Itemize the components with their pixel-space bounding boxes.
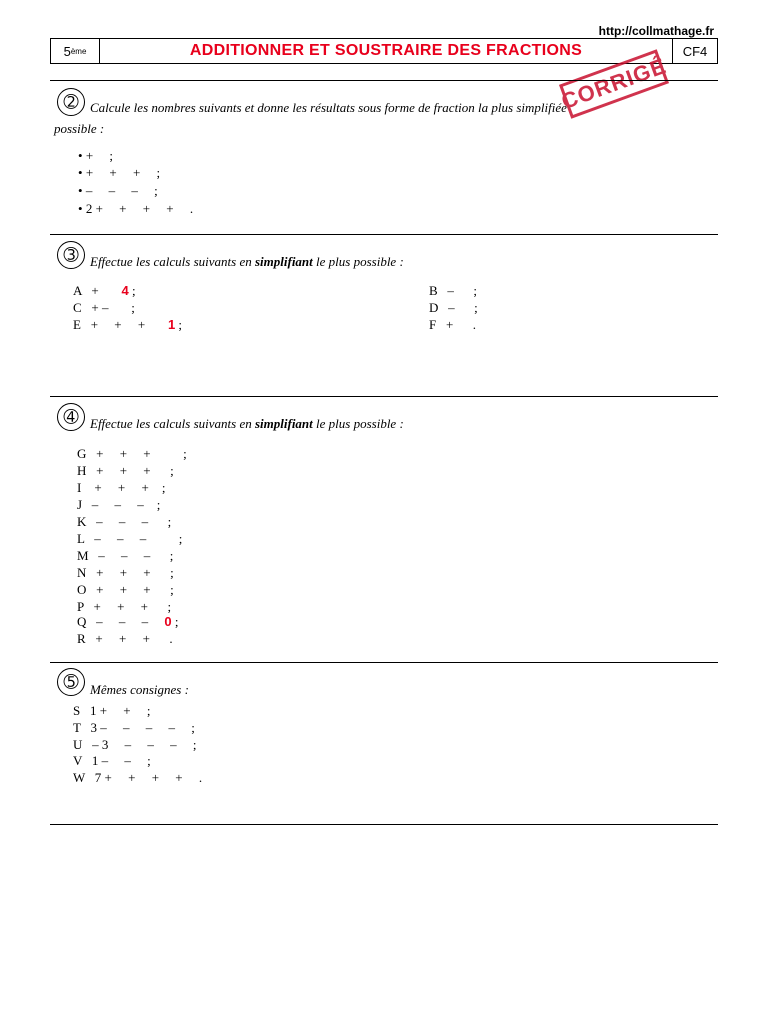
exercise-3-line-d: D – ; bbox=[429, 300, 478, 315]
calc-text: P + + + ; bbox=[77, 599, 172, 614]
exercise-2-instruction-cont: possible : bbox=[54, 121, 105, 136]
grade-number: 5 bbox=[63, 43, 71, 59]
exercise-4-line bbox=[77, 582, 174, 598]
exercise-4-line bbox=[77, 480, 165, 496]
calc-text: M – – – ; bbox=[77, 548, 174, 563]
section-divider bbox=[50, 396, 718, 397]
exercise-4-line bbox=[77, 614, 179, 630]
instruction-keyword: simplifiant bbox=[254, 416, 313, 431]
exercise-4-line bbox=[77, 565, 174, 581]
exercise-2-item: • – – – ; bbox=[78, 183, 158, 199]
site-url[interactable]: http://collmathage.fr bbox=[598, 24, 714, 38]
section-divider bbox=[50, 662, 718, 663]
exercise-2-item: • + + + ; bbox=[78, 165, 160, 181]
worksheet-code: CF4 bbox=[682, 43, 708, 59]
exercise-4-line bbox=[77, 548, 173, 564]
exercise-4-line bbox=[77, 631, 173, 647]
instruction-keyword: simplifiant bbox=[254, 254, 313, 269]
section-divider bbox=[50, 234, 718, 235]
grade-cell bbox=[51, 39, 100, 63]
calc-text: R + + + . bbox=[77, 631, 173, 646]
exercise-4-line bbox=[77, 531, 182, 547]
exercise-5-line: S 1 + + ; bbox=[73, 703, 151, 718]
exercise-5-line: T 3 – – – – ; bbox=[73, 720, 195, 735]
exercise-4-line bbox=[77, 497, 160, 513]
calc-text: E + + + bbox=[73, 317, 168, 332]
exercise-5-line: U – 3 – – – ; bbox=[73, 737, 197, 752]
exercise-5-number: ➄ bbox=[57, 668, 85, 696]
exercise-2-item: • 2 + + + + . bbox=[78, 201, 193, 217]
section-divider bbox=[50, 824, 718, 825]
corrige-stamp-text: CORRIGÉ bbox=[559, 49, 669, 118]
exercise-4-number: ➃ bbox=[57, 403, 85, 431]
corrige-stamp bbox=[554, 53, 670, 115]
instruction-text: Effectue les calculs suivants en bbox=[90, 416, 255, 431]
calc-answer: 4 bbox=[121, 283, 129, 298]
instruction-text: le plus possible : bbox=[312, 254, 404, 269]
instruction-text: Effectue les calculs suivants en bbox=[90, 254, 255, 269]
calc-end: ; bbox=[175, 317, 183, 332]
calc-end: ; bbox=[171, 614, 179, 629]
calc-end: ; bbox=[128, 283, 136, 298]
calc-text: G + + + ; bbox=[77, 446, 187, 461]
exercise-5-line: V 1 – – ; bbox=[73, 753, 151, 768]
calc-text: K – – – ; bbox=[77, 514, 172, 529]
instruction-text: le plus possible : bbox=[312, 416, 404, 431]
exercise-2-number: ➁ bbox=[57, 88, 85, 116]
grade-suffix: ème bbox=[70, 46, 87, 56]
calc-text: J – – – ; bbox=[77, 497, 161, 512]
calc-text: I + + + ; bbox=[77, 480, 166, 495]
exercise-4-line bbox=[77, 463, 174, 479]
exercise-4-line bbox=[77, 446, 187, 462]
exercise-2-item: • + ; bbox=[78, 148, 113, 164]
exercise-5-line: W 7 + + + + . bbox=[73, 770, 203, 785]
section-divider bbox=[50, 80, 718, 81]
calc-text: O + + + ; bbox=[77, 582, 174, 597]
calc-answer: 0 bbox=[164, 614, 172, 629]
exercise-5-instruction: Mêmes consignes : bbox=[90, 682, 189, 697]
exercise-4-instruction bbox=[90, 416, 404, 432]
calc-answer: 1 bbox=[167, 317, 176, 332]
exercise-4-line bbox=[77, 514, 171, 530]
calc-text: H + + + ; bbox=[77, 463, 174, 478]
exercise-3-instruction bbox=[90, 254, 404, 270]
exercise-4-line bbox=[77, 599, 171, 615]
exercise-3-line-a bbox=[73, 283, 136, 299]
exercise-3-line-c bbox=[73, 300, 135, 316]
worksheet-title: ADDITIONNER ET SOUSTRAIRE DES FRACTIONS bbox=[100, 39, 673, 63]
exercise-3-line-b: B – ; bbox=[429, 283, 478, 298]
exercise-3-line-e bbox=[73, 317, 182, 333]
calc-text: A + bbox=[73, 283, 122, 298]
exercise-2-instruction: Calcule les nombres suivants et donne les résultats sous forme de fraction la plus simplifiée bbox=[90, 100, 567, 115]
calc-text: N + + + ; bbox=[77, 565, 174, 580]
exercise-3-line-f: F + . bbox=[429, 317, 477, 332]
calc-text: C + – ; bbox=[73, 300, 135, 315]
calc-text: L – – – ; bbox=[77, 531, 183, 546]
calc-text: Q – – – bbox=[77, 614, 165, 629]
exercise-3-number: ➂ bbox=[57, 241, 85, 269]
